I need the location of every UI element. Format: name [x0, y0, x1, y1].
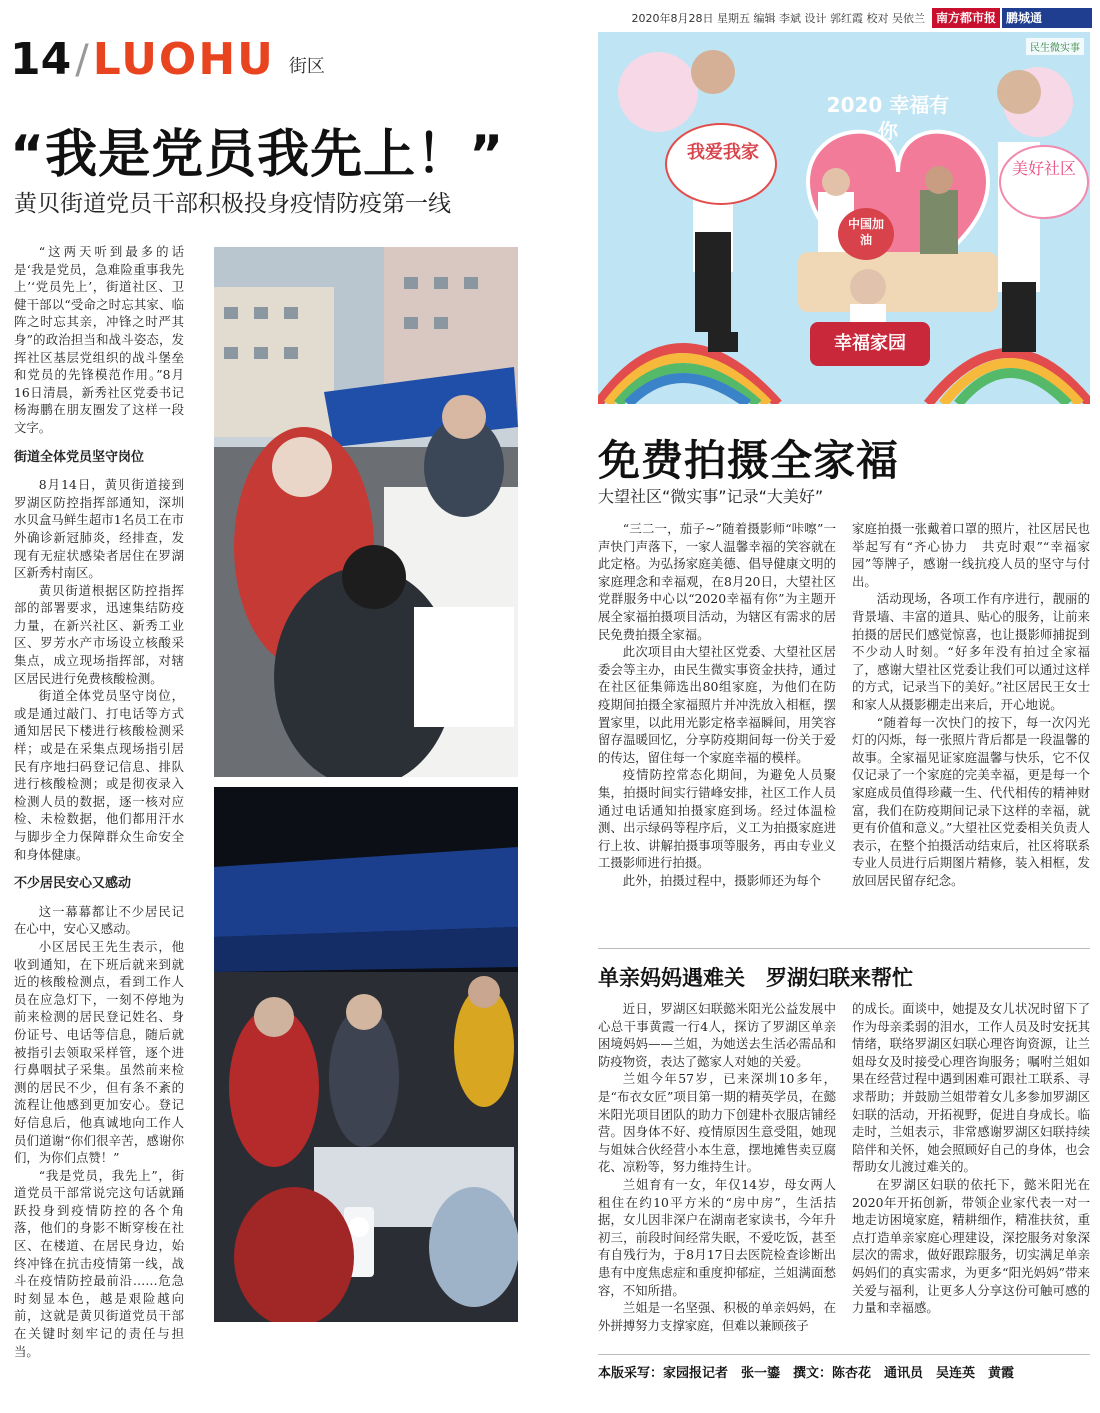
feature-paragraph: 家庭拍摄一张戴着口罩的照片，社区居民也举起写有“齐心协力 共克时艰”“幸福家园”等牌子，感谢一线抗疫人员的坚守与付出。 — [852, 521, 1090, 589]
credits-line: 本版采写：家园报记者 张一鎏 撰文：陈杏花 通讯员 吴连英 黄霞 — [598, 1366, 1015, 1381]
page-number: 14 — [10, 34, 72, 85]
lead-section-heading: 不少居民安心又感动 — [14, 876, 132, 892]
brand-name: 南方都市报 — [932, 8, 1000, 28]
photo-night-testing — [214, 787, 518, 1322]
divider — [598, 948, 1090, 949]
lead-paragraph: 街道全体党员坚守岗位，或是通过敲门、打电话等方式通知居民下楼进行核酸检测采样；或是在采集点现场指引居民有序地扫码登记信息、排队进行核酸检测；或是彻夜录入检测人员的数据，逐一核对应检、未检数据，他们都用汗水与脚步全力保障群众生命安全和身体健康。 — [14, 688, 184, 862]
page-slash: / — [75, 37, 89, 83]
feature-paragraph: “随着每一次快门的按下，每一次闪光灯的闪烁，每一张照片背后都是一段温馨的故事。全家福见证家庭温馨与快乐，它不仅仅记录了一个家庭的完美幸福，更是每一个家庭成员值得珍藏一生、代代相传的精神财富，我们在防疫期间记录下这样的幸福，就更有价值和意义。”大望社区党委相关负责人表示，在整个拍摄活动结束后，社区将联系专业人员进行后期图片精修，装入相框，发放回居民留存纪念。 — [852, 714, 1090, 888]
photo-sign-right: 美好社区 — [1011, 159, 1076, 178]
photo-family-portrait — [598, 32, 1090, 404]
feature-paragraph: 此外，拍摄过程中，摄影师还为每个 — [622, 872, 822, 888]
section-sub: 街区 — [288, 56, 325, 77]
masthead-info: 2020年8月28日 星期五 编辑 李斌 设计 郭红霞 校对 吴依兰 — [631, 12, 925, 25]
feature-column-2 — [852, 520, 1090, 889]
feature-subtitle: 大望社区“微实事”记录“大美好” — [598, 487, 824, 506]
lead-article-body — [14, 243, 184, 1360]
second-article-title: 单亲妈妈遇难关 罗湖妇联来帮忙 — [598, 966, 913, 990]
feature-paragraph: 此次项目由大望社区党委、大望社区居委会等主办，由民生微实事资金扶持，通过在社区征集筛选出80组家庭，为他们在防疫期间拍摄全家福照片并冲洗放入相框，摆置家里，以此用光影定格幸福瞬间，用笑容留存温暖回忆，分享防疫期间每一份关于爱的传达，留住每一个家庭幸福的模样。 — [598, 644, 836, 765]
photo-corner-logo: 民生微实事 — [1026, 38, 1084, 55]
photo-sign-heart: 2020 幸福有你 — [826, 93, 950, 143]
lead-paragraph: 小区居民王先生表示，他收到通知，在下班后就来到就近的核酸检测点，看到工作人员在应急灯下，一刻不停地为前来检测的居民登记姓名、身份证号、电话等信息，随后就被指引去领取采样管，逐个进行鼻咽拭子采集。虽然前来检测的居民不少，但有条不紊的流程让他感到更加安心。登记好信息后，他真诚地向工作人员们道谢“你们很辛苦，感谢你们，为你们点赞！” — [14, 938, 184, 1166]
page-header — [10, 34, 325, 85]
feature-paragraph: 活动现场，各项工作有序进行，靓丽的背景墙、丰富的道具、贴心的服务，让前来拍摄的居民们感觉惊喜，也让摄影师捕捉到不少动人时刻。“好多年没有拍过全家福了，感谢大望社区党委让我们可以通过这样的方式，记录当下的美好。”社区居民王女士和家人从摄影棚走出来后，开心地说。 — [852, 591, 1090, 712]
second-paragraph: 的成长。面谈中，她提及女儿状况时留下了作为母亲柔弱的泪水，工作人员及时安抚其情绪，联络罗湖区妇联心理咨询资源，让兰姐母女及时接受心理咨询服务；嘱咐兰姐如果在经营过程中遇到困难可跟社工联系、寻求帮助；并鼓励兰姐带着女儿多参加罗湖区妇联的活动，开拓视野，促进自身成长。临走时，兰姐表示，非常感谢罗湖区妇联持续陪伴和关怀，她会照顾好自己的身体，也会帮助女儿渡过难关的。 — [852, 1001, 1090, 1175]
feature-column-1 — [598, 520, 836, 889]
lead-paragraph: “我是党员，我先上”，街道党员干部常说完这句话就踊跃投身到疫情防控的各个角落，他们的身影不断穿梭在社区、在楼道、在居民身边，始终冲锋在抗击疫情第一线，战斗在疫情防控最前沿……危急时刻显本色，越是艰险越向前，这就是黄贝街道党员干部在关键时刻牢记的责任与担当。 — [14, 1167, 184, 1359]
photo-daytime-testing — [214, 247, 518, 777]
lead-paragraph: 8月14日，黄贝街道接到罗湖区防控指挥部通知，深圳水贝盒马鲜生超市1名员工在市外确诊新冠肺炎，经排查，发现有无症状感染者居住在罗湖区新秀村南区。 — [14, 477, 184, 581]
feature-paragraph: 疫情防控常态化期间，为避免人员聚集，拍摄时间实行错峰安排，社区工作人员通过电话通知拍摄家庭到场。经过体温检测、出示绿码等程序后，义工为拍摄家庭进行上妆、讲解拍摄事项等服务，再由专业义工摄影师进行拍摄。 — [598, 767, 836, 871]
second-paragraph: 兰姐今年57岁，已来深圳10多年，是“布衣女匠”项目第一期的精英学员，在懿米阳光项目团队的助力下创建朴衣服店铺经营。因身体不好、疫情原因生意受阻，她现与姐妹合伙经营小本生意，摆地摊售卖豆腐花、凉粉等，努力维持生计。 — [598, 1071, 836, 1175]
photo-sign-left: 我爱我家 — [687, 142, 759, 163]
lead-paragraph: 这一幕幕都让不少居民记在心中，安心又感动。 — [14, 903, 184, 937]
lead-section-heading: 街道全体党员坚守岗位 — [14, 449, 145, 465]
photo-sign-child: 中国加油 — [847, 217, 884, 247]
second-paragraph: 兰姐育有一女，年仅14岁，母女两人租住在约10平方米的“房中房”，生活拮据，女儿因非深户在湖南老家读书，今年升初三，前段时间经常失眠，不爱吃饭，甚至有自残行为，于8月17日去医院检查诊断出患有中度焦虑症和重度抑郁症，兰姐满面愁容，不知所措。 — [598, 1176, 836, 1298]
section-name: LUOHU — [92, 34, 275, 85]
second-paragraph: 在罗湖区妇联的依托下，懿米阳光在2020年开拓创新，带领企业家代表一对一地走访困境家庭，精耕细作，精准扶贫，重点打造单亲家庭心理建设，深挖服务对象深层次的需求，做好跟踪服务，切实满足单亲妈妈们的真实需求，为更多“阳光妈妈”带来关爱与福利，让更多人分享这份可触可感的力量和幸福感。 — [852, 1176, 1090, 1316]
brand-logo — [932, 8, 1092, 28]
divider — [598, 1354, 1090, 1355]
second-article-column-2 — [852, 1000, 1090, 1317]
photo-sign-bottom: 幸福家园 — [834, 333, 906, 354]
second-paragraph: 近日，罗湖区妇联懿米阳光公益发展中心总干事黄霞一行4人，探访了罗湖区单亲困境妈妈——兰姐，为她送去生活必需品和防疫物资，表达了懿家人对她的关爱。 — [598, 1001, 836, 1069]
feature-paragraph: “三二一，茄子~”随着摄影师“咔嚓”一声快门声落下，一家人温馨幸福的笑容就在此定格。为弘扬家庭美德、倡导健康文明的家庭理念和幸福观，在8月20日，大望社区党群服务中心以“2020幸福有你”为主题开展全家福拍摄项目活动，为辖区有需求的居民免费拍摄全家福。 — [598, 521, 836, 642]
second-article-column-1 — [598, 1000, 836, 1334]
lead-subhead: 黄贝街道党员干部积极投身疫情防疫第一线 — [14, 191, 451, 217]
lead-headline: “我是党员我先上！” — [10, 125, 505, 185]
lead-paragraph: “这两天听到最多的话是‘我是党员，急难险重事我先上’‘党员先上’，街道社区、卫健干部以“受命之时忘其家、临阵之时忘其亲，冲锋之时严其身”的政治担当和战斗姿态，发挥社区基层党组织的战斗堡垒和党员的先锋模范作用。”8月16日清晨，新秀社区党委书记杨海鹏在朋友圈发了这样一段文字。 — [14, 244, 184, 435]
lead-paragraph: 黄贝街道根据区防控指挥部的部署要求，迅速集结防疫力量，在新兴社区、新秀工业区、罗芳水产市场设立核酸采集点，成立现场指挥部，对辖区居民进行免费核酸检测。 — [14, 582, 184, 686]
second-paragraph: 兰姐是一名坚强、积极的单亲妈妈，在外拼搏努力支撑家庭，但难以兼顾孩子 — [598, 1300, 836, 1333]
masthead — [0, 0, 1100, 32]
feature-title: 免费拍摄全家福 — [598, 436, 900, 485]
brand-app: 鹏城通 — [1002, 8, 1092, 28]
